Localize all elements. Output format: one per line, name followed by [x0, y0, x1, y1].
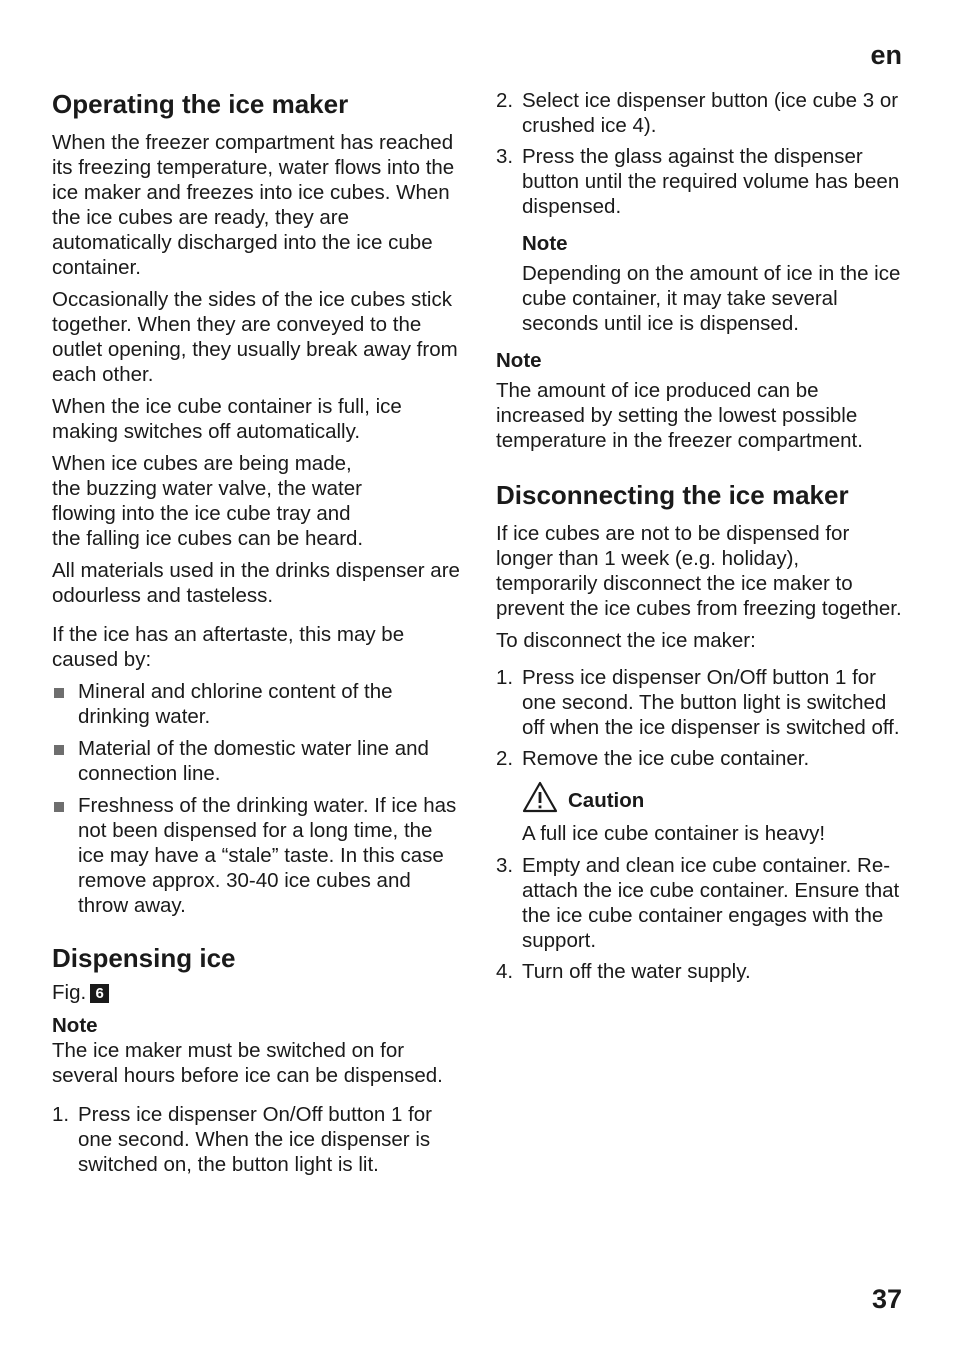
step-text: Empty and clean ice cube container. Re-attach the ice cube container. Ensure that the ice cube container engages with the support.: [522, 854, 900, 952]
warning-triangle-icon: [522, 781, 558, 813]
note-text: The amount of ice produced can be increased by setting the lowest possible temperature in the freezer compartment.: [496, 379, 863, 452]
section-heading-operating: Operating the ice maker: [52, 89, 349, 119]
section-heading-dispensing: Dispensing ice: [52, 943, 236, 973]
step-text: Press the glass against the dispenser button until the required volume has been dispensed.: [522, 145, 900, 218]
note-heading: Note: [496, 349, 542, 372]
page-number: 37: [871, 1284, 902, 1314]
left-column: [52, 86, 462, 1183]
caution-heading: [522, 781, 906, 813]
step-number: 1.: [496, 666, 514, 689]
step-number: 3.: [496, 145, 514, 168]
note-heading: Note: [52, 1014, 98, 1037]
list-item-text: Material of the domestic water line and connection line.: [78, 737, 429, 785]
square-bullet-icon: [54, 745, 64, 755]
step-item: [496, 144, 906, 219]
paragraph: If ice cubes are not to be dispensed for longer than 1 week (e.g. holiday), temporarily disconnect the ice maker to prevent the ice cubes from freezing together.: [496, 522, 902, 620]
step-item: [496, 853, 906, 953]
square-bullet-icon: [54, 802, 64, 812]
step-item: [52, 1102, 462, 1177]
dispensing-steps-continued: [496, 88, 906, 219]
paragraph-sounds: [52, 451, 462, 551]
aftertaste-list: [52, 679, 462, 918]
step-text: Press ice dispenser On/Off button 1 for one second. When the ice dispenser is switched on, the button light is lit.: [78, 1103, 432, 1176]
disconnect-steps: [496, 665, 906, 771]
step-text: Select ice dispenser button (ice cube 3 or crushed ice 4).: [522, 89, 899, 137]
step-number: 2.: [496, 89, 514, 112]
step-text: Press ice dispenser On/Off button 1 for one second. The button light is switched off when the ice dispenser is switched off.: [522, 666, 900, 739]
step-text: Remove the ice cube container.: [522, 747, 810, 770]
line: When ice cubes are being made,: [52, 452, 352, 475]
step-number: 3.: [496, 854, 514, 877]
caution-label: Caution: [568, 789, 645, 812]
step-item: [496, 665, 906, 740]
right-column: [496, 88, 906, 990]
language-code: en: [870, 40, 902, 70]
step-number: 2.: [496, 747, 514, 770]
step-note: [496, 231, 906, 336]
step-item: [496, 959, 906, 984]
paragraph: All materials used in the drinks dispenser are odourless and tasteless.: [52, 559, 460, 607]
list-item-text: Freshness of the drinking water. If ice has not been dispensed for a long time, the ice may have a “stale” taste. In this case remove approx. 30-40 ice cubes and throw away.: [78, 794, 457, 917]
line: the buzzing water valve, the water: [52, 477, 362, 500]
note-text: The ice maker must be switched on for several hours before ice can be dispensed.: [52, 1039, 443, 1087]
note-text: Depending on the amount of ice in the ice cube container, it may take several seconds until ice is dispensed.: [522, 262, 901, 335]
paragraph: To disconnect the ice maker:: [496, 629, 756, 652]
paragraph: When the freezer compartment has reached its freezing temperature, water flows into the ice maker and freezes into ice cubes. When the ice cubes are ready, they are automatically discharged into the ice cube container.: [52, 131, 455, 279]
figure-reference: [52, 980, 462, 1005]
disconnect-steps-continued: [496, 853, 906, 984]
figure-number-badge: 6: [90, 984, 109, 1003]
list-item-text: Mineral and chlorine content of the drinking water.: [78, 680, 393, 728]
step-number: 4.: [496, 960, 514, 983]
paragraph: When the ice cube container is full, ice making switches off automatically.: [52, 395, 402, 443]
list-item: [52, 793, 462, 918]
step-item: [496, 88, 906, 138]
line: the falling ice cubes can be heard.: [52, 527, 364, 550]
caution-text: A full ice cube container is heavy!: [522, 822, 826, 845]
list-item: [52, 679, 462, 729]
square-bullet-icon: [54, 688, 64, 698]
list-item: [52, 736, 462, 786]
step-number: 1.: [52, 1103, 70, 1126]
figure-label: Fig.: [52, 981, 87, 1004]
paragraph: Occasionally the sides of the ice cubes stick together. When they are conveyed to the outlet opening, they usually break away from each other.: [52, 288, 458, 386]
paragraph: If the ice has an aftertaste, this may be caused by:: [52, 623, 405, 671]
section-heading-disconnecting: Disconnecting the ice maker: [496, 480, 849, 510]
note-heading: Note: [522, 232, 568, 255]
dispensing-steps: [52, 1102, 462, 1177]
line: flowing into the ice cube tray and: [52, 502, 351, 525]
step-text: Turn off the water supply.: [522, 960, 751, 983]
step-item: [496, 746, 906, 771]
